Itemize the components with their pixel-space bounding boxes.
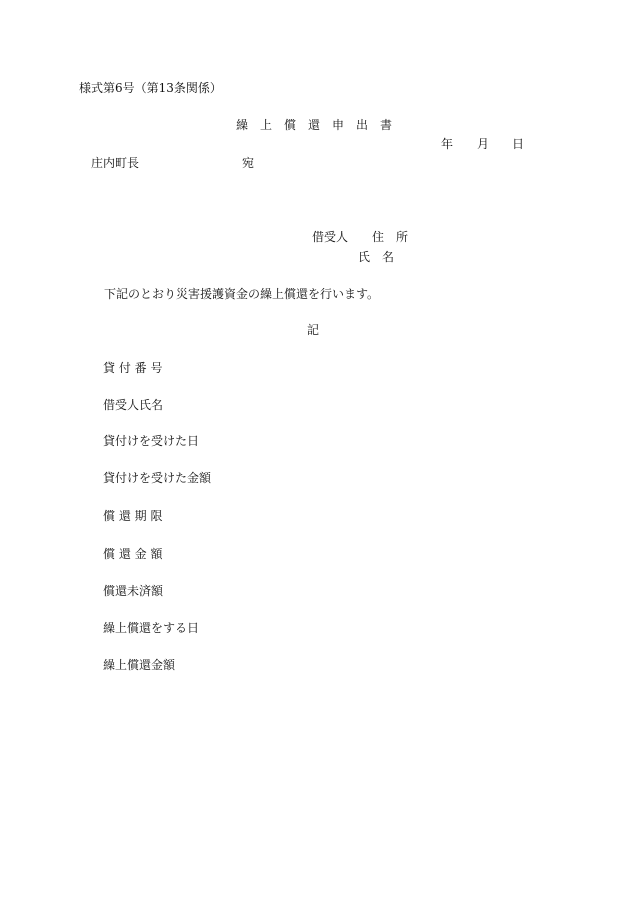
request-statement: 下記のとおり災害援護資金の繰上償還を行います。	[104, 287, 380, 301]
item-borrower-name: 借受人氏名	[103, 398, 164, 412]
document-title: 繰 上 償 還 申 出 書	[236, 118, 393, 132]
addressee-name: 庄内町長	[91, 156, 140, 170]
item-repayment-deadline: 償 還 期 限	[103, 509, 163, 523]
item-loan-number: 貸 付 番 号	[103, 361, 163, 375]
item-early-repayment-date: 繰上償還をする日	[103, 621, 200, 635]
item-early-repayment-amount: 繰上償還金額	[103, 658, 176, 672]
name-label: 氏 名	[358, 250, 395, 264]
date-day-label: 日	[512, 137, 525, 151]
ki-heading: 記	[307, 323, 320, 337]
item-repayment-amount: 償 還 金 額	[103, 547, 163, 561]
date-month-label: 月	[477, 137, 490, 151]
addressee-honorific: 宛	[242, 156, 255, 170]
borrower-label: 借受人	[312, 230, 349, 244]
address-label: 住 所	[372, 230, 409, 244]
item-unpaid-balance: 償還未済額	[103, 584, 164, 598]
item-loan-amount: 貸付けを受けた金額	[103, 471, 212, 485]
date-year-label: 年	[441, 137, 454, 151]
item-loan-date: 貸付けを受けた日	[103, 434, 200, 448]
form-number: 様式第6号（第13条関係）	[79, 81, 222, 95]
